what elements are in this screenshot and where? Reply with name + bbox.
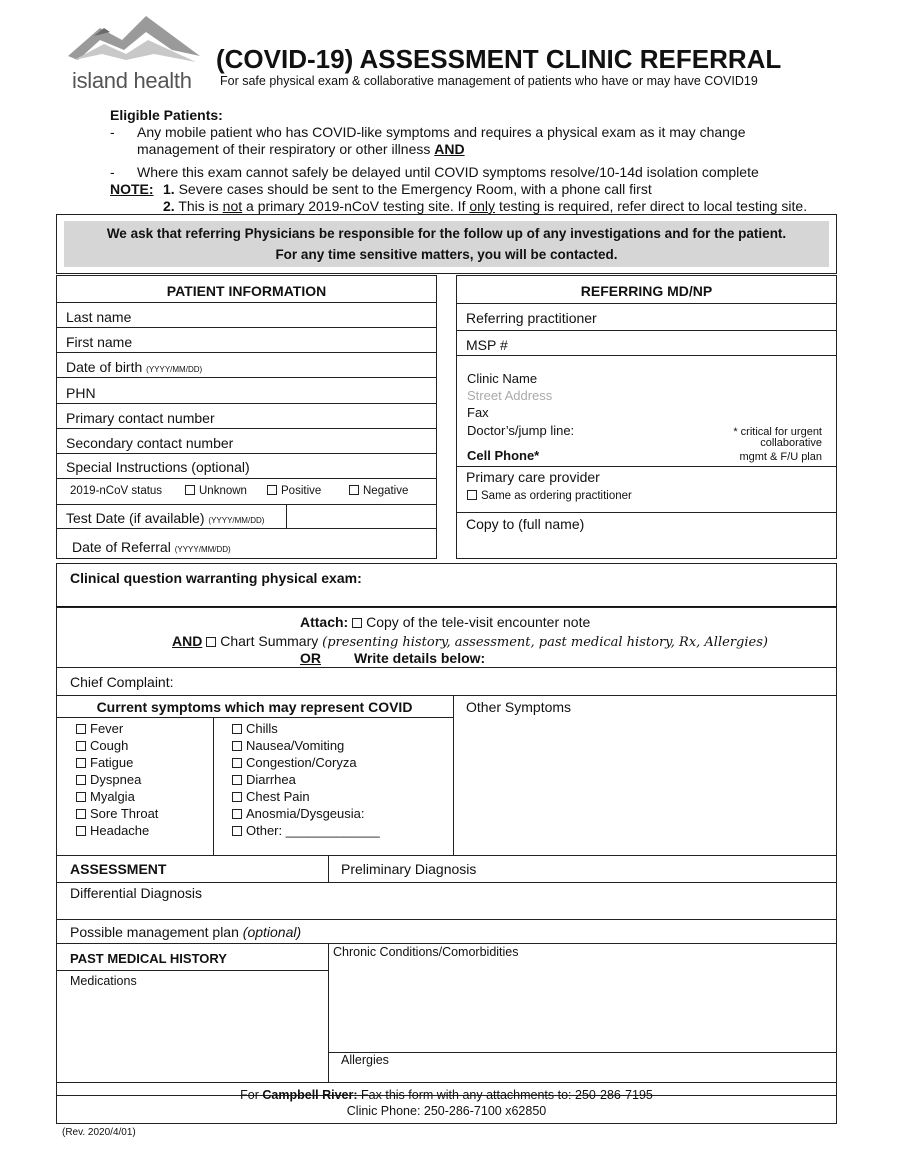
checkbox-icon	[232, 758, 242, 768]
symptom-congestion[interactable]	[232, 754, 380, 771]
checkbox-icon	[76, 792, 86, 802]
past-history-heading: PAST MEDICAL HISTORY	[70, 951, 227, 966]
checkbox-icon	[76, 775, 86, 785]
critical-note	[700, 427, 822, 463]
symptom-chest-pain[interactable]	[232, 788, 380, 805]
symptom-fever[interactable]	[76, 720, 158, 737]
doctor-line-field[interactable]: Doctor’s/jump line:	[467, 423, 575, 438]
symptom-label: Headache	[90, 823, 150, 838]
note-1-text: Severe cases should be sent to the Emergency Room, with a phone call first	[178, 181, 652, 197]
island-health-logo	[64, 10, 204, 96]
checkbox-icon	[267, 485, 277, 495]
symptoms-col-2	[232, 720, 380, 839]
symptom-diarrhea[interactable]	[232, 771, 380, 788]
test-date-label: Test Date (if available)	[66, 510, 205, 526]
symptom-dyspnea[interactable]	[76, 771, 158, 788]
logo-text: island health	[72, 68, 192, 93]
test-date-field[interactable]	[66, 510, 264, 526]
checkbox-icon	[76, 826, 86, 836]
checkbox-icon	[76, 758, 86, 768]
preliminary-diagnosis-field[interactable]: Preliminary Diagnosis	[341, 861, 477, 877]
chief-complaint-field[interactable]: Chief Complaint:	[70, 674, 174, 690]
referring-practitioner-field[interactable]: Referring practitioner	[466, 310, 597, 326]
test-date-format: (YYYY/MM/DD)	[208, 516, 265, 525]
clinical-question-label: Clinical question warranting physical exam:	[70, 570, 362, 586]
symptom-chills[interactable]	[232, 720, 380, 737]
note-1	[163, 181, 652, 197]
revision-label: (Rev. 2020/4/01)	[62, 1127, 136, 1138]
footer-fax-line	[56, 1088, 837, 1102]
primary-contact-field[interactable]: Primary contact number	[66, 410, 215, 426]
symptom-label: Fatigue	[90, 755, 134, 770]
medications-field[interactable]: Medications	[70, 974, 137, 988]
bullet-1-line-1: Any mobile patient who has COVID-like symptoms and requires a physical exam as it may change	[137, 124, 746, 140]
chart-summary-row[interactable]	[172, 633, 768, 650]
eligibility-dash-1: -	[110, 124, 115, 140]
status-negative-label: Negative	[363, 485, 409, 497]
first-name-field[interactable]: First name	[66, 334, 133, 350]
note-2-c: testing is required, refer direct to local testing site.	[498, 198, 808, 214]
management-label: Possible management plan	[70, 924, 239, 940]
symptom-label: Anosmia/Dysgeusia:	[246, 806, 365, 821]
checkbox-icon	[232, 809, 242, 819]
symptom-other[interactable]	[232, 822, 380, 839]
management-optional: (optional)	[242, 924, 302, 940]
symptom-myalgia[interactable]	[76, 788, 158, 805]
critical-note-line-1: * critical for urgent	[733, 426, 822, 438]
symptom-label: Fever	[90, 721, 124, 736]
banner-line-1: We ask that referring Physicians be responsible for the follow up of any investigations and for the patient.	[106, 226, 787, 241]
same-as-label: Same as ordering practitioner	[481, 490, 632, 502]
bullet-1-line-2	[137, 141, 746, 158]
status-negative-checkbox[interactable]	[349, 485, 408, 497]
note-2	[163, 198, 807, 214]
allergies-field[interactable]: Allergies	[341, 1053, 389, 1067]
checkbox-icon	[232, 741, 242, 751]
secondary-contact-field[interactable]: Secondary contact number	[66, 435, 234, 451]
differential-diagnosis-field[interactable]: Differential Diagnosis	[70, 885, 203, 901]
bullet-1-text: management of their respiratory or other illness	[137, 141, 431, 157]
attach-label: Attach:	[300, 614, 349, 630]
checkbox-icon	[185, 485, 195, 495]
checkbox-icon	[467, 490, 477, 500]
msp-field[interactable]: MSP #	[466, 337, 508, 353]
note-2-not: not	[222, 198, 243, 214]
symptom-label: Congestion/Coryza	[246, 755, 357, 770]
checkbox-icon	[76, 809, 86, 819]
symptoms-heading: Current symptoms which may represent COVID	[96, 699, 413, 715]
dob-format: (YYYY/MM/DD)	[146, 365, 203, 374]
symptom-sore-throat[interactable]	[76, 805, 158, 822]
fax-field[interactable]: Fax	[467, 405, 489, 420]
phn-field[interactable]: PHN	[66, 385, 96, 401]
assessment-heading: ASSESSMENT	[70, 861, 167, 877]
attach-row[interactable]	[300, 614, 590, 630]
eligibility-bullet-2: Where this exam cannot safely be delayed until COVID symptoms resolve/10-14d isolation complete	[137, 164, 759, 180]
dob-field[interactable]	[66, 359, 202, 375]
checkbox-icon	[232, 775, 242, 785]
symptom-label: Myalgia	[90, 789, 135, 804]
eligibility-dash-2: -	[110, 164, 115, 180]
symptoms-col-1	[76, 720, 158, 839]
page-subtitle: For safe physical exam & collaborative management of patients who have or may have COVID19	[220, 74, 758, 88]
checkbox-icon	[206, 637, 216, 647]
status-unknown-checkbox[interactable]	[185, 485, 247, 497]
referral-date-format: (YYYY/MM/DD)	[174, 545, 231, 554]
special-instructions-field[interactable]: Special Instructions (optional)	[66, 459, 250, 475]
status-unknown-label: Unknown	[199, 485, 247, 497]
banner-line-2: For any time sensitive matters, you will be contacted.	[275, 247, 618, 262]
note-label: NOTE:	[110, 181, 154, 197]
street-address-field[interactable]: Street Address	[467, 388, 553, 403]
ncov-status-row	[70, 485, 162, 497]
chart-summary-detail: (presenting history, assessment, past medical history, Rx, Allergies)	[322, 635, 768, 650]
symptom-label: Sore Throat	[90, 806, 159, 821]
ncov-status-label: 2019-nCoV status	[70, 485, 163, 497]
footer-location: Campbell River:	[262, 1088, 358, 1102]
symptom-cough[interactable]	[76, 737, 158, 754]
symptom-label: Nausea/Vomiting	[246, 738, 345, 753]
responsibility-banner	[64, 221, 829, 267]
footer-prefix: For	[240, 1088, 259, 1102]
cell-phone-field[interactable]: Cell Phone*	[467, 448, 540, 463]
chart-summary-text: Chart Summary	[220, 633, 319, 649]
symptom-label: Cough	[90, 738, 129, 753]
eligibility-heading: Eligible Patients:	[110, 107, 223, 123]
mountain-logo-icon	[64, 10, 204, 70]
symptom-label: Chest Pain	[246, 789, 310, 804]
test-date-input[interactable]	[287, 505, 436, 527]
copy-to-field[interactable]: Copy to (full name)	[466, 516, 585, 532]
checkbox-icon	[76, 724, 86, 734]
clinic-name-field[interactable]: Clinic Name	[467, 371, 538, 386]
other-symptoms-field[interactable]: Other Symptoms	[466, 699, 572, 715]
symptom-nausea[interactable]	[232, 737, 380, 754]
checkbox-icon	[232, 724, 242, 734]
status-positive-label: Positive	[281, 485, 322, 497]
critical-note-line-2: collaborative	[760, 437, 822, 449]
eligibility-bullet-1	[137, 124, 746, 158]
footer-fax-text: Fax this form with any attachments to: 250-286-7195	[361, 1088, 653, 1102]
referral-date-field[interactable]	[72, 539, 231, 555]
note-2-only: only	[469, 198, 496, 214]
note-1-num: 1.	[163, 181, 175, 197]
referral-date-label: Date of Referral	[72, 539, 171, 555]
symptom-fatigue[interactable]	[76, 754, 158, 771]
primary-care-field[interactable]: Primary care provider	[466, 469, 600, 485]
write-details-label: Write details below:	[354, 650, 486, 666]
management-plan-field[interactable]	[70, 924, 301, 940]
status-positive-checkbox[interactable]	[267, 485, 321, 497]
same-as-checkbox[interactable]	[467, 490, 632, 502]
symptom-label: Chills	[246, 721, 278, 736]
and-label: AND	[434, 141, 465, 157]
symptom-label: Diarrhea	[246, 772, 296, 787]
last-name-field[interactable]: Last name	[66, 309, 132, 325]
checkbox-icon	[232, 792, 242, 802]
symptom-label: Other: _____________	[246, 823, 380, 838]
page-title: (COVID-19) ASSESSMENT CLINIC REFERRAL	[216, 44, 782, 74]
note-2-num: 2.	[163, 198, 175, 214]
referring-heading: REFERRING MD/NP	[580, 283, 713, 299]
critical-note-line-3: mgmt & F/U plan	[739, 451, 822, 463]
checkbox-icon	[76, 741, 86, 751]
footer-phone-line: Clinic Phone: 250-286-7100 x62850	[346, 1104, 547, 1118]
or-label: OR	[300, 650, 321, 666]
chronic-conditions-field[interactable]: Chronic Conditions/Comorbidities	[333, 945, 519, 959]
patient-info-heading: PATIENT INFORMATION	[166, 283, 327, 299]
note-2-b: a primary 2019-nCoV testing site. If	[246, 198, 466, 214]
note-2-a: This is	[178, 198, 219, 214]
checkbox-icon	[232, 826, 242, 836]
attach-text: Copy of the tele-visit encounter note	[366, 614, 591, 630]
symptom-label: Dyspnea	[90, 772, 142, 787]
checkbox-icon	[352, 618, 362, 628]
symptom-anosmia[interactable]	[232, 805, 380, 822]
checkbox-icon	[349, 485, 359, 495]
dob-label: Date of birth	[66, 359, 143, 375]
symptom-headache[interactable]	[76, 822, 158, 839]
and-label-2: AND	[172, 633, 203, 649]
